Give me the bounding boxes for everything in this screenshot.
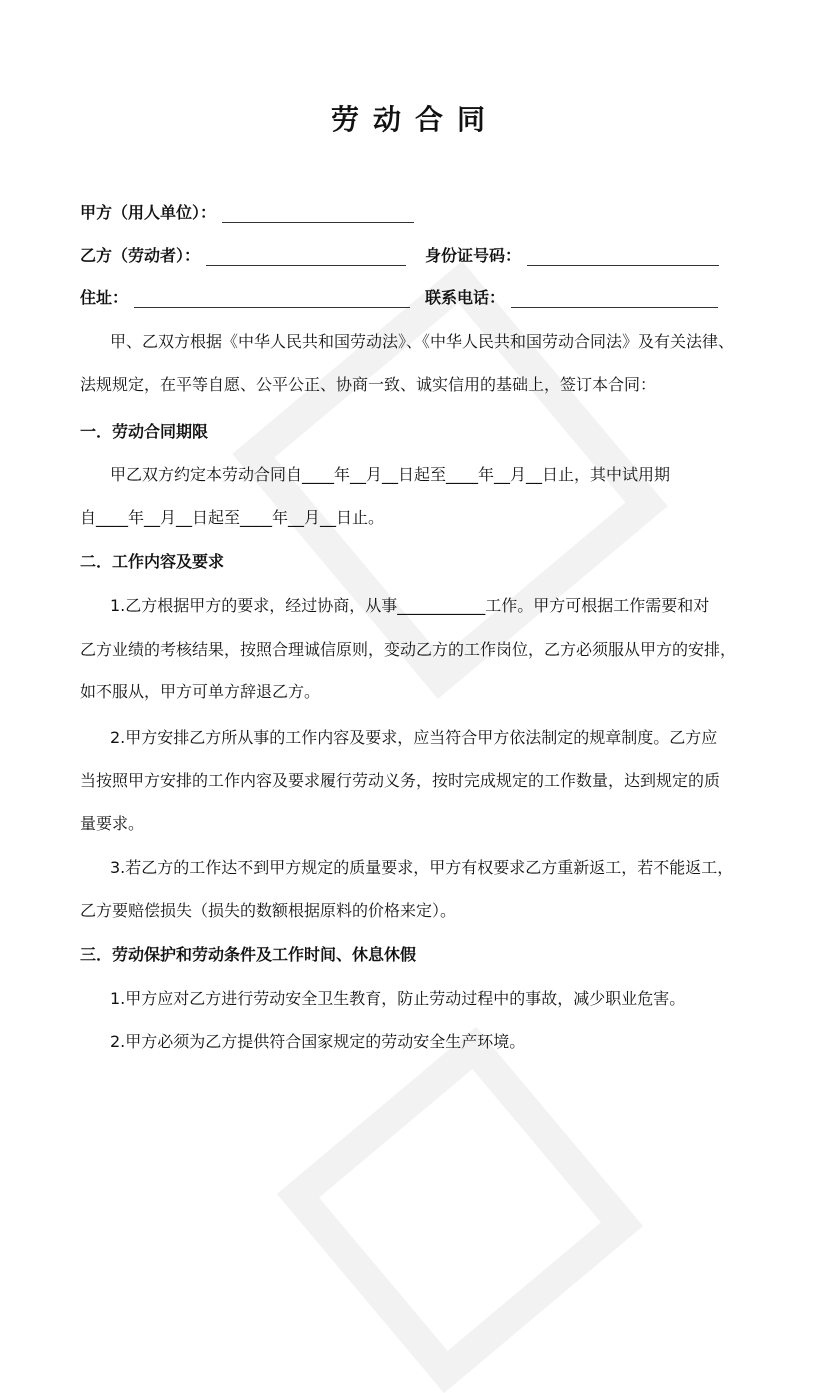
phone-label: 联系电话： [425, 288, 506, 307]
intro-line: 法规规定，在平等自愿、公平公正、协商一致、诚实信用的基础上，签订本合同： [80, 375, 657, 394]
paragraph-line: 乙方业绩的考核结果，按照合理诚信原则，变动乙方的工作岗位，乙方必须服从甲方的安排， [80, 640, 737, 659]
phone-blank[interactable] [511, 289, 718, 308]
address-blank[interactable] [134, 289, 410, 308]
watermark [277, 1027, 643, 1393]
address-field [80, 288, 410, 308]
paragraph-line: 如不服从，甲方可单方辞退乙方。 [80, 682, 321, 701]
paragraph-line: 3.若乙方的工作达不到甲方规定的质量要求，甲方有权要求乙方重新返工，若不能返工， [110, 858, 734, 877]
id-number-field [425, 246, 719, 266]
id-number-blank[interactable] [527, 247, 719, 266]
paragraph-line: 2.甲方必须为乙方提供符合国家规定的劳动安全生产环境。 [110, 1032, 526, 1051]
section-heading: 二．工作内容及要求 [80, 552, 225, 571]
party-a-label: 甲方（用人单位）： [80, 203, 217, 222]
document-title: 劳动合同 [330, 103, 499, 136]
party-a-field [80, 203, 414, 223]
paragraph-line: 量要求。 [80, 814, 145, 833]
party-b-blank[interactable] [206, 247, 406, 266]
section-heading: 一．劳动合同期限 [80, 422, 209, 441]
paragraph-line: 自____年__月__日起至____年__月__日止。 [80, 508, 385, 527]
party-b-label: 乙方（劳动者）： [80, 246, 201, 265]
phone-field [425, 288, 718, 308]
address-label: 住址： [80, 288, 129, 307]
paragraph-line: 1.乙方根据甲方的要求，经过协商，从事___________工作。甲方可根据工作需要和对 [110, 596, 710, 615]
id-number-label: 身份证号码： [425, 246, 522, 265]
party-b-field [80, 246, 406, 266]
paragraph-line: 甲乙双方约定本劳动合同自____年__月__日起至____年__月__日止，其中试用期 [110, 465, 671, 484]
paragraph-line: 乙方要赔偿损失（损失的数额根据原料的价格来定）。 [80, 901, 457, 920]
paragraph-line: 2.甲方安排乙方所从事的工作内容及要求，应当符合甲方依法制定的规章制度。乙方应 [110, 728, 718, 747]
paragraph-line: 1.甲方应对乙方进行劳动安全卫生教育，防止劳动过程中的事故，减少职业危害。 [110, 989, 686, 1008]
paragraph-line: 当按照甲方安排的工作内容及要求履行劳动义务，按时完成规定的工作数量，达到规定的质 [80, 771, 721, 790]
intro-line: 甲、乙双方根据《中华人民共和国劳动法》、《中华人民共和国劳动合同法》及有关法律、 [110, 332, 735, 351]
party-a-blank[interactable] [222, 204, 414, 223]
section-heading: 三．劳动保护和劳动条件及工作时间、休息休假 [80, 945, 417, 964]
